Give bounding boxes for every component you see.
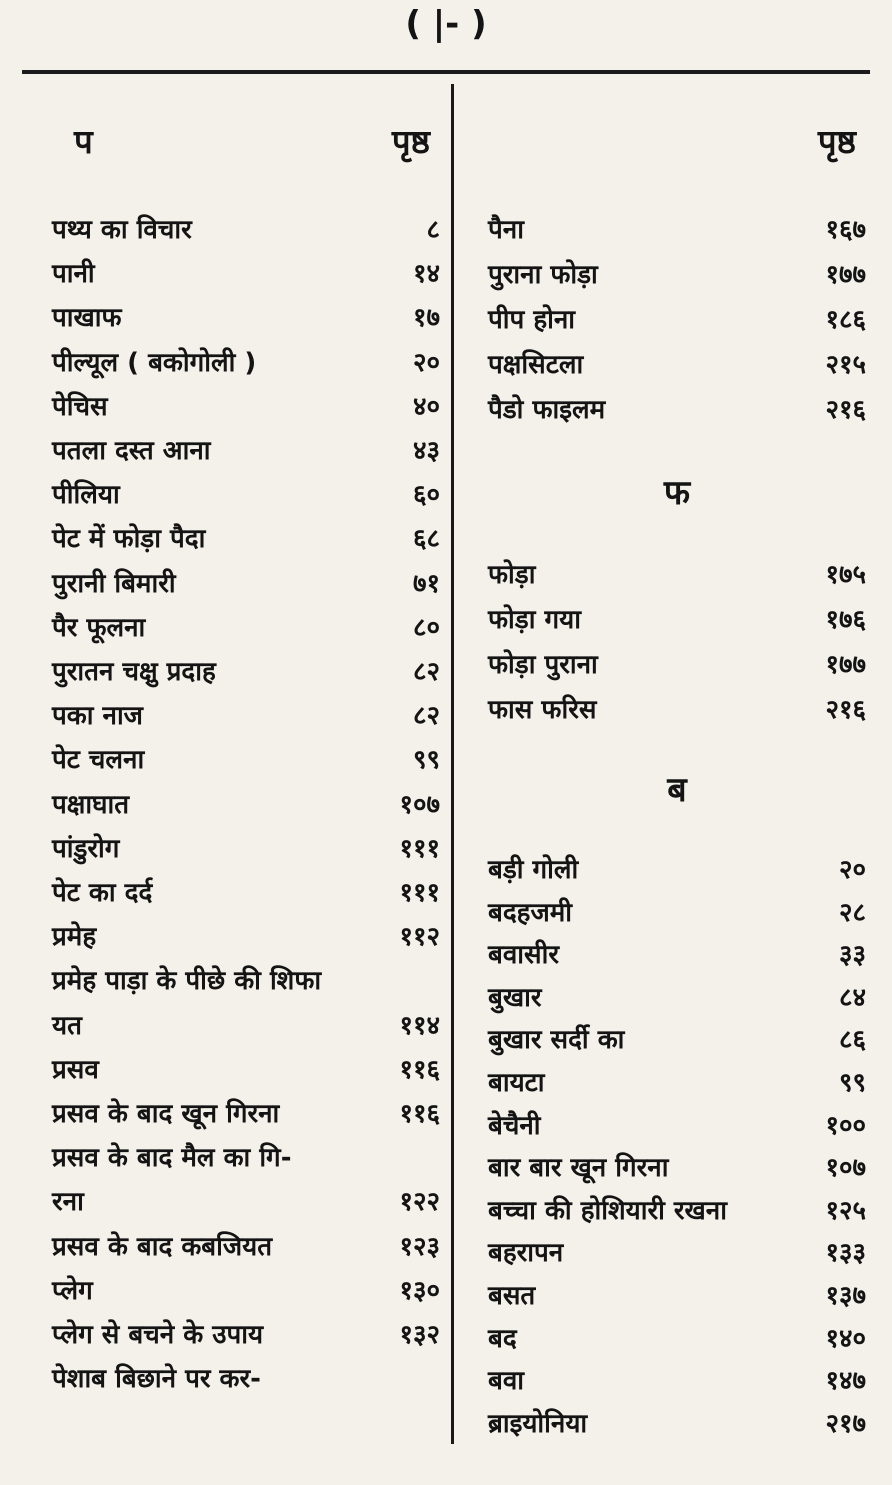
entry-page: १३७ (825, 1281, 866, 1311)
entry-page: ३३ (838, 940, 866, 970)
index-entry (52, 961, 440, 1005)
index-entry (52, 564, 440, 608)
entry-title: पांडुरोग (52, 834, 120, 864)
entry-page: १०७ (825, 1153, 866, 1183)
entry-title: पैडो फाइलम (488, 395, 606, 425)
index-entry (52, 696, 440, 740)
entry-page: ८२ (412, 657, 440, 687)
index-entry (488, 1148, 866, 1192)
index-entry (488, 345, 866, 389)
entry-page: १७७ (825, 260, 866, 290)
entry-page: ८ (426, 215, 440, 245)
index-entry (488, 850, 866, 894)
entry-page: ९९ (412, 745, 440, 775)
entry-title: पथ्य का विचार (52, 215, 192, 245)
index-entry (52, 652, 440, 696)
left-column-header (52, 118, 440, 198)
entry-page: १२२ (399, 1187, 440, 1217)
entry-title: फोड़ा गया (488, 605, 581, 635)
right-header-page-label: पृष्ठ (817, 122, 856, 161)
entry-title: बद (488, 1324, 517, 1354)
entry-title: प्रसव के बाद मैल का गि- (52, 1143, 292, 1173)
section-heading-pha: फ (663, 473, 691, 513)
index-entry (488, 645, 866, 689)
index-entry (52, 829, 440, 873)
entry-title: फोड़ा पुराना (488, 650, 598, 680)
entry-title: बच्चा की होशियारी रखना (488, 1196, 727, 1226)
index-entry (52, 1138, 440, 1182)
entry-title: यत (52, 1011, 82, 1041)
index-entry (488, 255, 866, 299)
entry-title: बसत (488, 1281, 536, 1311)
entry-page: १३२ (399, 1320, 440, 1350)
index-entry (52, 1271, 440, 1315)
right-column (488, 118, 866, 1439)
entry-page: ११२ (399, 922, 440, 952)
entry-page: ७१ (412, 569, 440, 599)
entry-title: पका नाज (52, 701, 143, 731)
entry-page: १४ (412, 259, 440, 289)
entry-title: पुरानी बिमारी (52, 569, 176, 599)
entry-title: बहरापन (488, 1238, 564, 1268)
index-entry (52, 519, 440, 563)
index-entry (52, 785, 440, 829)
index-entry (488, 1404, 866, 1448)
entry-title: फास फरिस (488, 695, 597, 725)
entry-page: २१६ (825, 695, 866, 725)
index-entry (488, 1191, 866, 1235)
entry-title: पाखाफ (52, 303, 122, 333)
index-entry (52, 1359, 440, 1403)
index-entry (52, 475, 440, 519)
index-entry (488, 978, 866, 1022)
entry-page: २० (838, 855, 866, 885)
entry-title: बुखार सर्दी का (488, 1025, 625, 1055)
entry-title: पेट में फोड़ा पैदा (52, 524, 206, 554)
index-entry (52, 1094, 440, 1138)
entry-page: ४० (412, 392, 440, 422)
index-entry (52, 1315, 440, 1359)
entry-title: फोड़ा (488, 560, 536, 590)
entry-page: १०७ (399, 790, 440, 820)
entry-title: पुराना फोड़ा (488, 260, 598, 290)
entry-page: ८६ (838, 1025, 866, 1055)
entry-page: १७७ (825, 650, 866, 680)
entry-page: २८ (838, 898, 866, 928)
entry-title: पानी (52, 259, 95, 289)
index-entry (488, 1319, 866, 1363)
index-entry (52, 740, 440, 784)
entry-title: प्रमेह (52, 922, 97, 952)
entry-page: १११ (399, 878, 440, 908)
index-entry (52, 1227, 440, 1271)
entry-page: १०० (825, 1111, 866, 1141)
entry-page: ६० (412, 480, 440, 510)
index-entry (488, 1233, 866, 1277)
entry-title: पेशाब बिछाने पर कर- (52, 1364, 261, 1394)
entry-title: बेचैनी (488, 1111, 541, 1141)
index-entry (488, 600, 866, 644)
page-number: ( |- ) (405, 4, 487, 44)
entry-page: १७५ (825, 560, 866, 590)
entry-page: ८४ (838, 983, 866, 1013)
index-entry (488, 555, 866, 599)
entry-title: ब्राइयोनिया (488, 1409, 588, 1439)
index-entry (488, 690, 866, 734)
index-entry (488, 1063, 866, 1107)
index-entry (52, 343, 440, 387)
entry-page: १४७ (825, 1366, 866, 1396)
entry-page: १३३ (825, 1238, 866, 1268)
entry-title: पेचिस (52, 392, 108, 422)
entry-title: रना (52, 1187, 84, 1217)
entry-page: १६७ (825, 215, 866, 245)
index-entry (52, 873, 440, 917)
index-entry (52, 431, 440, 475)
index-entry (488, 300, 866, 344)
entry-title: प्लेग (52, 1276, 93, 1306)
entry-title: प्रसव के बाद कबजियत (52, 1232, 273, 1262)
left-header-letter: प (74, 122, 93, 161)
index-entry (488, 390, 866, 434)
entry-page: १७ (412, 303, 440, 333)
index-entry (52, 298, 440, 342)
entry-page: १२३ (399, 1232, 440, 1262)
entry-page: ८० (412, 613, 440, 643)
entry-page: १११ (399, 834, 440, 864)
entry-title: प्रसव (52, 1055, 99, 1085)
entry-page: १७६ (825, 605, 866, 635)
entry-title: पक्षसिटला (488, 350, 584, 380)
entry-title: पक्षाघात (52, 790, 130, 820)
entry-title: बवासीर (488, 940, 559, 970)
left-header-page-label: पृष्ठ (391, 122, 430, 161)
entry-page: १४० (825, 1324, 866, 1354)
index-entry (52, 917, 440, 961)
entry-page: ११४ (399, 1011, 440, 1041)
entry-title: पील्यूल ( बकोगोली ) (52, 348, 257, 378)
index-entry (488, 935, 866, 979)
index-entry (52, 1182, 440, 1226)
entry-title: पीलिया (52, 480, 120, 510)
right-column-header (488, 118, 866, 198)
entry-page: ४३ (412, 436, 440, 466)
entry-title: पेट का दर्द (52, 878, 153, 908)
entry-title: प्रमेह पाड़ा के पीछे की शिफा (52, 966, 322, 996)
entry-title: पीप होना (488, 305, 576, 335)
left-column (52, 118, 440, 1394)
entry-title: पतला दस्त आना (52, 436, 211, 466)
entry-title: पुरातन चक्षु प्रदाह (52, 657, 216, 687)
index-entry (488, 1276, 866, 1320)
index-entry (52, 210, 440, 254)
section-heading-ba: ब (667, 770, 687, 810)
entry-title: बुखार (488, 983, 542, 1013)
index-entry (52, 1006, 440, 1050)
entry-title: प्रसव के बाद खून गिरना (52, 1099, 280, 1129)
column-divider (451, 84, 454, 1444)
entry-page: ११६ (399, 1099, 440, 1129)
entry-page: २१५ (825, 350, 866, 380)
index-entry (52, 608, 440, 652)
entry-title: बदहजमी (488, 898, 573, 928)
entry-title: पेट चलना (52, 745, 145, 775)
entry-page: १८६ (825, 305, 866, 335)
entry-page: १३० (399, 1276, 440, 1306)
entry-page: ९९ (838, 1068, 866, 1098)
entry-page: २० (412, 348, 440, 378)
entry-title: बवा (488, 1366, 525, 1396)
index-entry (488, 1361, 866, 1405)
top-rule (22, 70, 870, 74)
index-entry (52, 254, 440, 298)
entry-page: ११६ (399, 1055, 440, 1085)
entry-page: ६८ (412, 524, 440, 554)
entry-title: बड़ी गोली (488, 855, 579, 885)
entry-title: प्लेग से बचने के उपाय (52, 1320, 264, 1350)
index-entry (52, 1050, 440, 1094)
entry-title: पैना (488, 215, 524, 245)
index-entry (488, 1020, 866, 1064)
entry-page: २१६ (825, 395, 866, 425)
index-entry (488, 893, 866, 937)
index-entry (488, 1106, 866, 1150)
index-entry (488, 210, 866, 254)
index-entry (52, 387, 440, 431)
entry-title: बार बार खून गिरना (488, 1153, 669, 1183)
entry-title: बायटा (488, 1068, 545, 1098)
entry-page: २१७ (825, 1409, 866, 1439)
entry-page: १२५ (825, 1196, 866, 1226)
entry-title: पैर फूलना (52, 613, 146, 643)
entry-page: ८२ (412, 701, 440, 731)
